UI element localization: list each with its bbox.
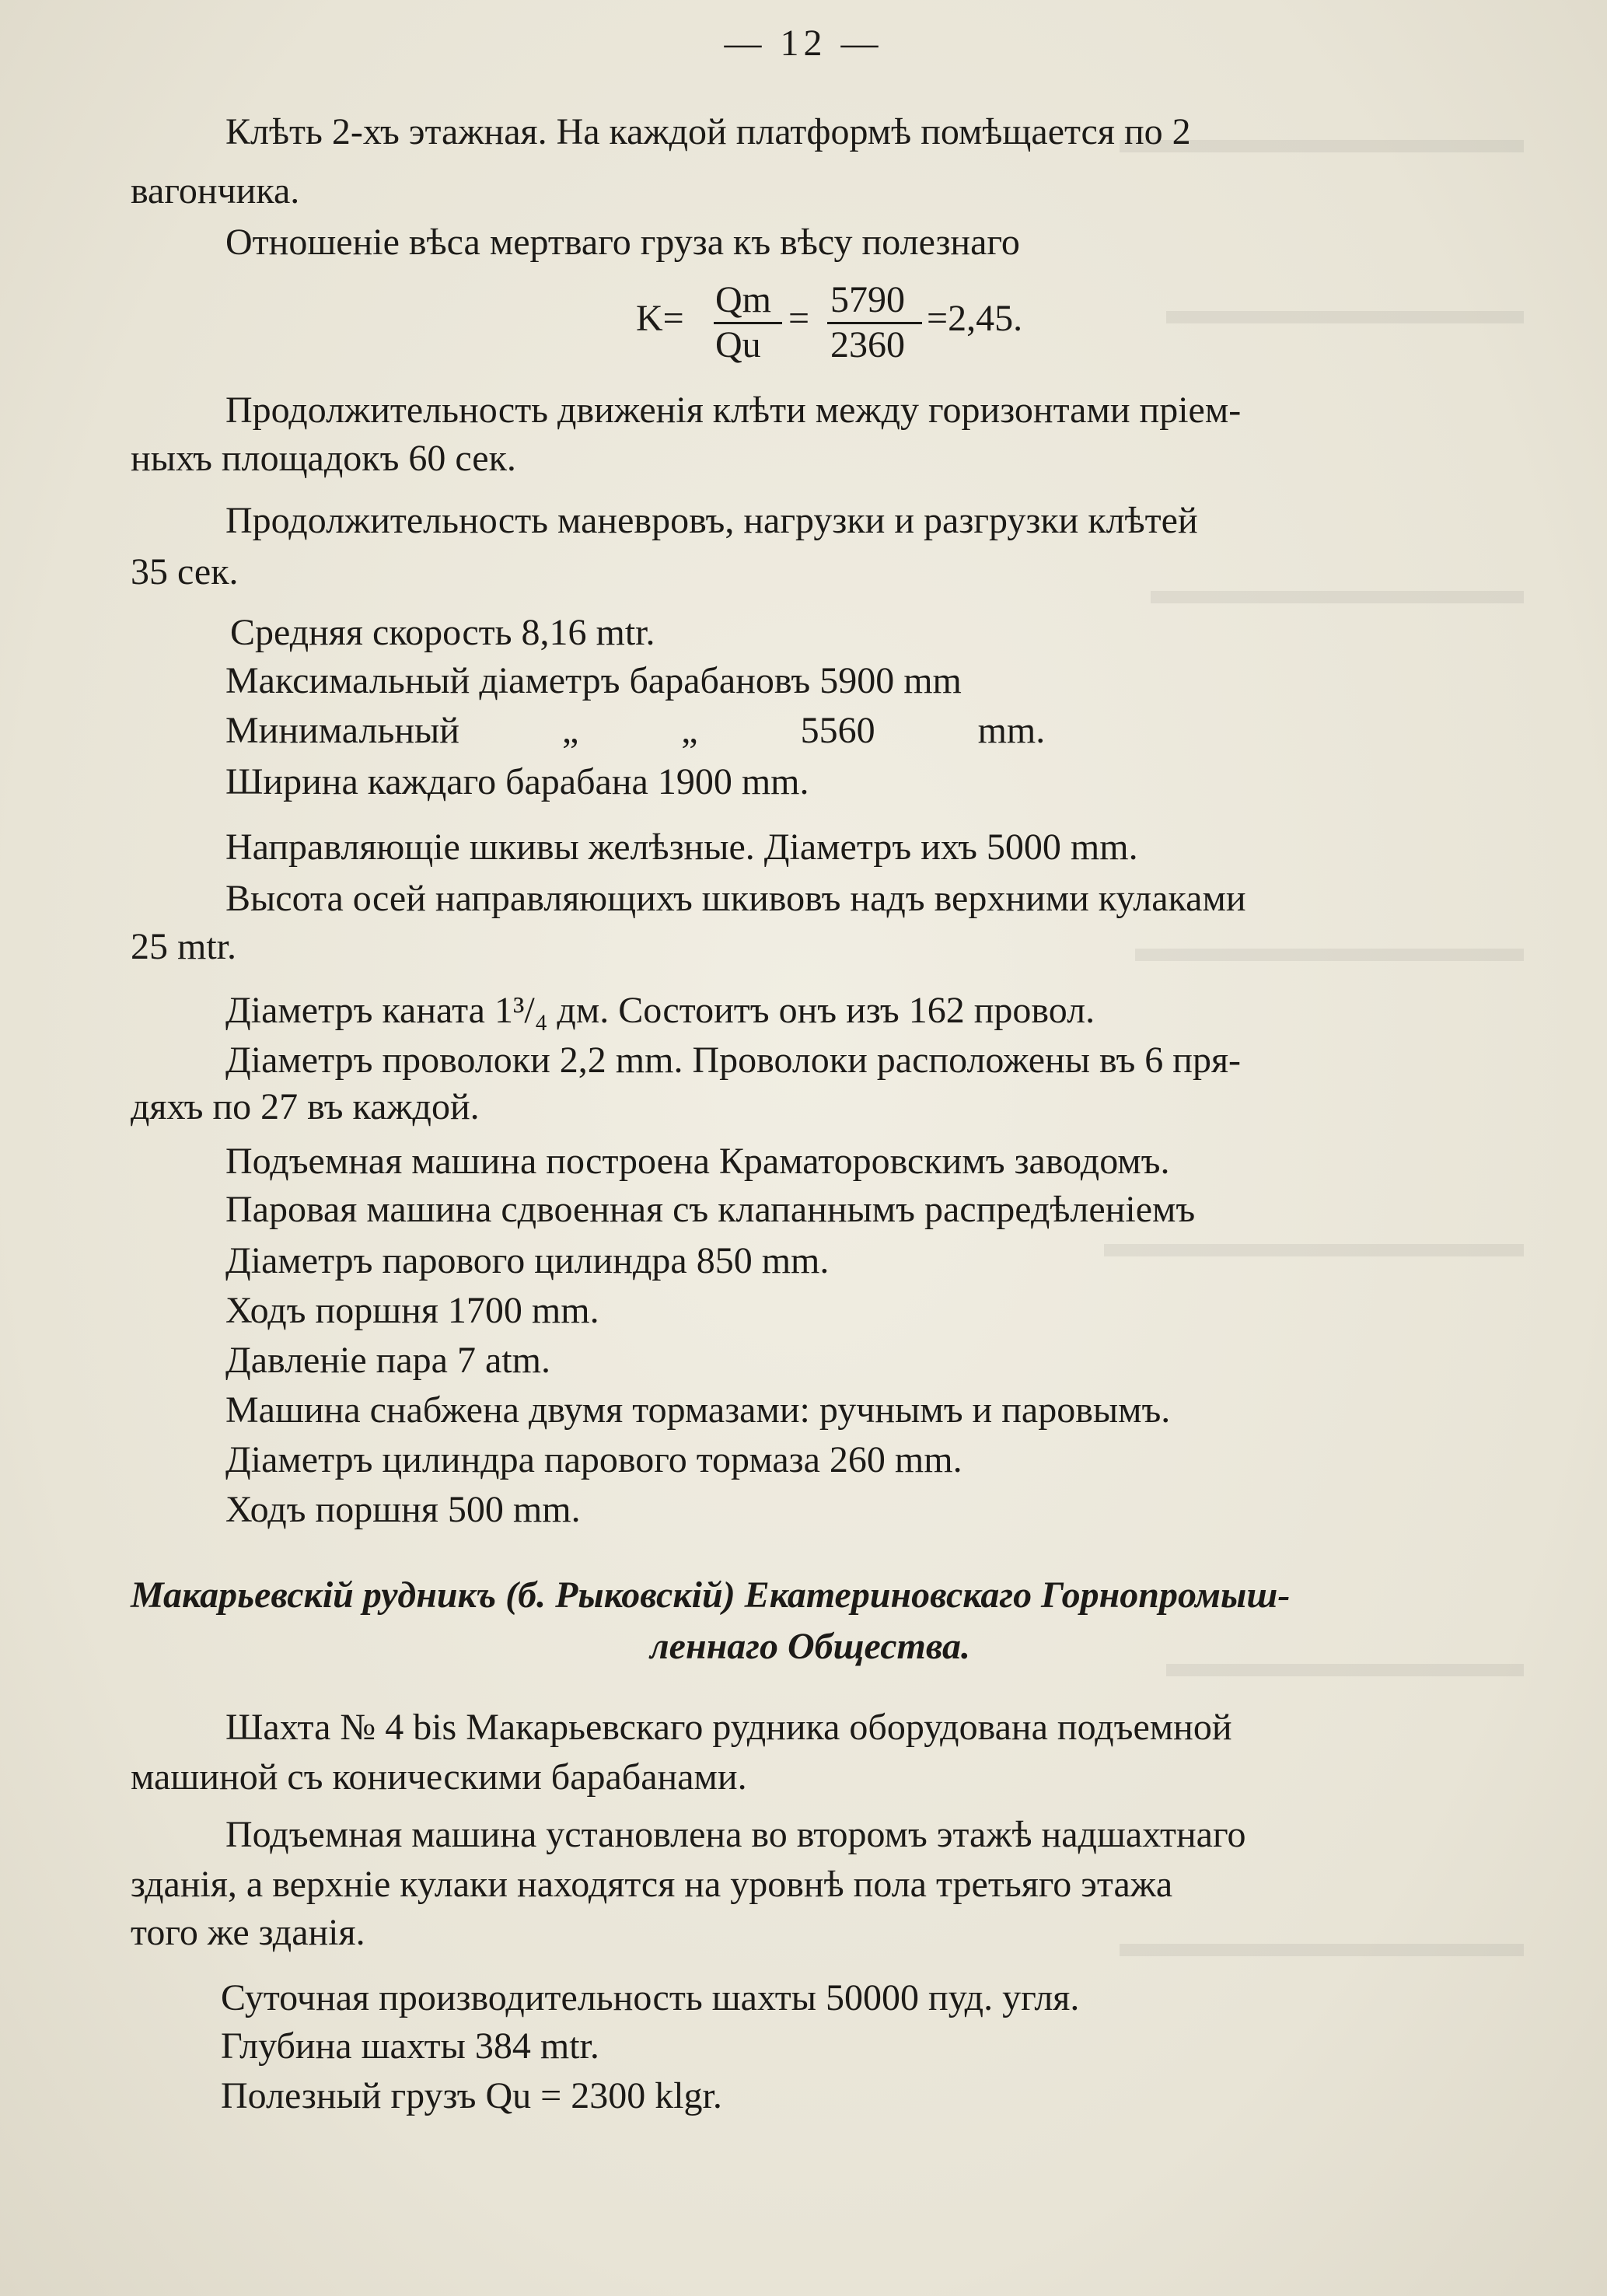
page-number: — 12 — [724,23,883,64]
text-line: Діаметръ проволоки 2,2 mm. Проволоки расположены въ 6 пря- [225,1040,1242,1081]
text-line: Клѣть 2-хъ этажная. На каждой платформѣ помѣщается по 2 [225,111,1191,152]
text-line: Полезный грузъ Qu = 2300 klgr. [221,2075,722,2116]
section-heading: леннаго Общества. [650,1626,970,1667]
text-line: Глубина шахты 384 mtr. [221,2025,599,2067]
formula-numerator-value: 5790 [830,279,905,320]
text-line: Машина снабжена двумя тормазами: ручнымъ и паровымъ. [225,1389,1171,1431]
text-line: Давленіе пара 7 atm. [225,1340,550,1381]
text-line: Максимальный діаметръ барабановъ 5900 mm [225,660,962,701]
text-line: Паровая машина сдвоенная съ клапаннымъ распредѣленіемъ [225,1189,1196,1230]
text-line: 35 сек. [131,551,239,592]
text-line: Подъемная машина построена Краматоровскимъ заводомъ. [225,1141,1170,1182]
text-line: Діаметръ каната 1³/₄ дм. Состоитъ онъ изъ 162 провол. [225,990,1095,1031]
formula-equals: = [788,298,810,339]
text-line: Отношеніе вѣса мертваго груза къ вѣсу полезнаго [225,222,1020,263]
formula-result: =2,45. [927,298,1023,339]
formula-denominator-qu: Qu [715,324,761,365]
text-line: 25 mtr. [131,926,237,967]
formula-denominator-value: 2360 [830,324,905,365]
section-heading: Макарьевскій рудникъ (б. Рыковскій) Екатериновскаго Горнопромыш- [131,1574,1291,1616]
text-line: вагончика. [131,170,300,211]
text-line: Продолжительность маневровъ, нагрузки и разгрузки клѣтей [225,500,1198,541]
text-line: Средняя скорость 8,16 mtr. [230,612,655,653]
formula-numerator-qm: Qm [715,279,771,320]
text-line: Направляющіе шкивы желѣзные. Діаметръ ихъ 5000 mm. [225,826,1138,868]
text-line: Ширина каждаго барабана 1900 mm. [225,761,809,802]
text-line: ныхъ площадокъ 60 сек. [131,438,516,479]
text-line: Шахта № 4 bis Макарьевскаго рудника оборудована подъемной [225,1707,1232,1748]
text-line: машиной съ коническими барабанами. [131,1756,747,1798]
text-line: Высота осей направляющихъ шкивовъ надъ верхними кулаками [225,878,1246,919]
text-line: Продолжительность движенія клѣти между горизонтами пріем- [225,390,1242,431]
text-line: Ходъ поршня 1700 mm. [225,1290,599,1331]
text-line: Минимальный „ „ 5560 mm. [225,710,1046,751]
text-line: зданія, а верхніе кулаки находятся на уровнѣ пола третьяго этажа [131,1864,1173,1905]
text-line: Ходъ поршня 500 mm. [225,1489,581,1530]
text-line: дяхъ по 27 въ каждой. [131,1086,480,1127]
text-line: того же зданія. [131,1912,365,1953]
text-line: Діаметръ парового цилиндра 850 mm. [225,1240,830,1281]
text-line: Подъемная машина установлена во второмъ этажѣ надшахтнаго [225,1814,1246,1855]
text-line: Діаметръ цилиндра парового тормаза 260 mm. [225,1439,962,1480]
formula-lhs: K= [636,298,684,339]
text-line: Суточная производительность шахты 50000 пуд. угля. [221,1977,1080,2018]
